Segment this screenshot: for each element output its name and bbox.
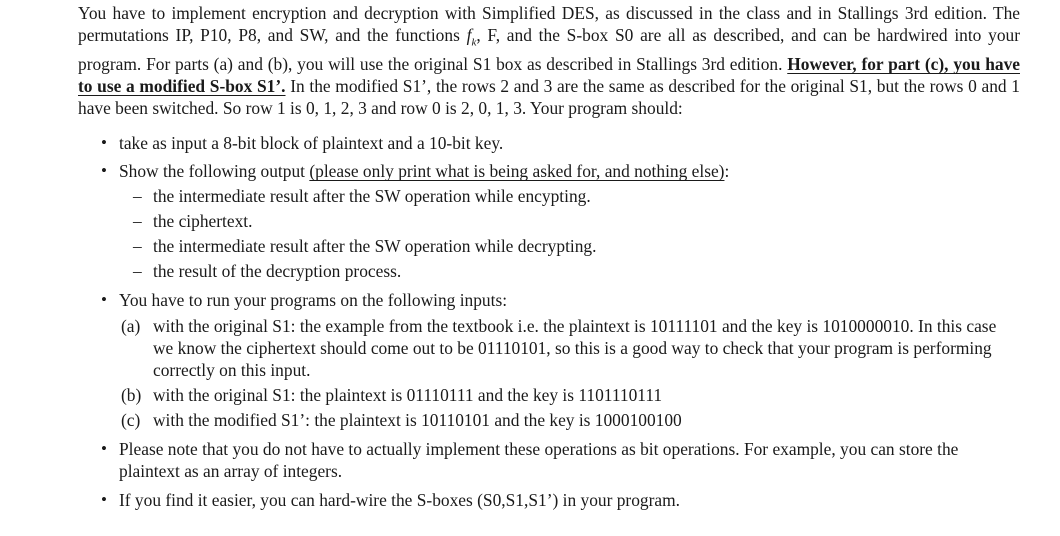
intro-text-3: In the modified S1’, the rows 2 and 3 are the same as described for the original S1, but the rows 0 and 1 have been switched. So row 1 is 0, 1, 2, 3 and row 0 is 2, 0, 1, 3. Your program should: [78, 76, 1021, 119]
output-item: – the ciphertext. [119, 210, 1020, 232]
input-item: (a) with the original S1: the example from the textbook i.e. the plaintext is 10111101 and the key is 1010000010. In this case we know the ciphertext should come out to be 01110101, so this is a good way to check that your program is performing correctly on this input. [121, 316, 997, 381]
inputs-sublist [119, 315, 1020, 431]
intro-paragraph [78, 2, 1020, 119]
output-sublist [119, 185, 1020, 282]
input-item: (c) with the modified S1’: the plaintext is 10110101 and the key is 1000100100 [121, 410, 682, 431]
list-item-note: • Please note that you do not have to actually implement these operations as bit operations. For example, you can store the plaintext as an array of integers. [78, 438, 1020, 482]
list-item-output: • Show the following output (please only print what is being asked for, and nothing else): – the intermediate result after the SW operation while encypting. – the ciphertext. – the intermediate result after the SW operation while decrypting. – the result of the decryption process. [78, 160, 1020, 282]
assignment-document [78, 2, 1020, 511]
intro-text-1: You have to implement encryption and decryption with Simplified DES, as discussed in the class and in Stallings 3rd edition. The permutations IP, P10, P8, and SW, and the functions [78, 3, 1020, 45]
requirements-list [78, 132, 1020, 511]
input-item: (b) with the original S1: the plaintext is 01110111 and the key is 1101110111 [121, 385, 663, 406]
list-item-sboxes: • If you find it easier, you can hard-wire the S-boxes (S0,S1,S1’) in your program. [78, 489, 1020, 511]
output-item: – the intermediate result after the SW operation while decrypting. [119, 235, 1020, 257]
intro-text-2: , F, and the S-box S0 are all as described, and can be hardwired into your program. For parts (a) and (b), you will use the original S1 box as described in Stallings 3rd edition. [78, 25, 1020, 75]
list-item-inputs: • You have to run your programs on the following inputs: (a) with the original S1: the example from the textbook i.e. the plaintext is 10111101 and the key is 1010000010. In this case we know the ciphertext should come out to be 01110101, so this is a good way to check that your program is performing correctly on this input. (b) with the original S1: the plaintext is 01110111 and the key is 1101110111 (c) with the modified S1’: the plaintext is 10110101 and the key is 1000100100 [78, 289, 1020, 431]
emphasis-part-c: However, for part (c), you have to use a modified S-box S1’. [78, 54, 1020, 97]
output-item: – the intermediate result after the SW operation while encypting. [119, 185, 1020, 207]
output-item: – the result of the decryption process. [119, 260, 1020, 282]
fk-symbol: $f_k$ [466, 25, 477, 49]
output-note-underlined: (please only print what is being asked for, and nothing else) [309, 161, 725, 182]
list-item-input: • take as input a 8-bit block of plaintext and a 10-bit key. [78, 132, 1020, 154]
